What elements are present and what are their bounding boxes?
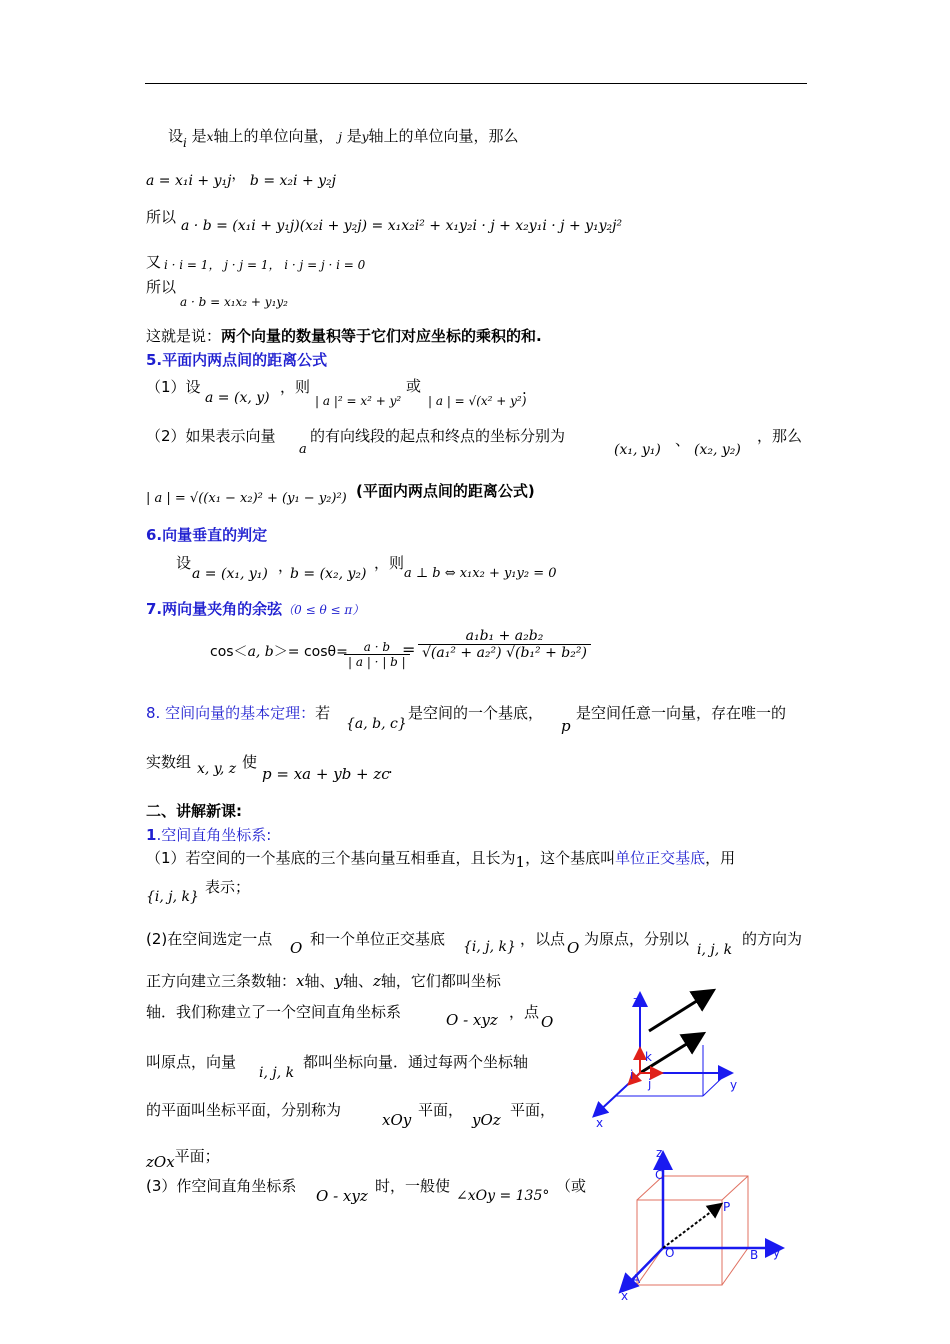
fig1-label-y: y (730, 1078, 738, 1092)
sec8-line-1a: 8. 空间向量的基本定理：若 (146, 704, 331, 722)
part2-s1-title: 1.空间直角坐标系: (146, 826, 272, 844)
sec6-eq-b: b = (x₂, y₂) (290, 566, 367, 582)
sec5-vec-a: a (299, 442, 307, 457)
part2-p2-O2: O (567, 939, 580, 957)
part2-p1: （1）若空间的一个基底的三个基向量互相垂直，且长为1，这个基底叫单位正交基底，用 (146, 849, 736, 871)
sec5-or: 或 (406, 377, 422, 395)
part2-p2e: 的方向为 (742, 930, 803, 948)
part2-p8-angle: ∠xOy = 135° (456, 1188, 550, 1204)
sec8-line-2a: 实数组 (146, 753, 192, 771)
sec7-frac-2: $\frac{\text{a₁b₁ + a₂b₂}}{\text{√(a₁² + a₂²) √(b₁² + b₂²)}}$ (418, 628, 591, 661)
sec5-title: 5.平面内两点间的距离公式 (146, 351, 328, 369)
intro-line-1: 设$_i$ 是x轴上的单位向量， j 是y轴上的单位向量，那么 (168, 127, 519, 150)
fig2-label-P: P (723, 1200, 731, 1214)
sec5-distance-note: (平面内两点间的距离公式) (356, 482, 535, 500)
part2-p4-O: O (541, 1013, 554, 1031)
sec8-p: p (561, 717, 571, 735)
part2-p2b: 和一个单位正交基底 (310, 930, 446, 948)
sec7-cos-lhs: cos＜a, b＞= cosθ= (210, 644, 348, 660)
sec5-period: . (522, 380, 527, 398)
sec5-point-1: (x₁, y₁) (614, 442, 661, 458)
fig2-x-axis (622, 1248, 663, 1290)
sec8-period: . (388, 759, 393, 777)
part2-p6-xOy: xOy (382, 1111, 412, 1129)
part2-p6c: 平面， (510, 1101, 556, 1119)
fig2-vector-OP (663, 1205, 720, 1248)
also-label: 又 (146, 253, 162, 271)
sec8-xyz: x, y, z (197, 761, 237, 777)
part2-p7: zOx平面； (146, 1147, 220, 1171)
fig2-label-O: O (665, 1246, 675, 1260)
fig1-label-x: x (596, 1116, 604, 1130)
sec5-distance-eq: | a | = √((x₁ − x₂)² + (y₁ − y₂)²) (146, 491, 347, 506)
sec6-set: 设 (176, 554, 192, 572)
header-rule (145, 83, 807, 84)
sec6-eq-a: a = (x₁, y₁) (192, 566, 268, 582)
sec5-line-2a: （2）如果表示向量 (146, 427, 276, 445)
part2-p2c: ，以点 (520, 930, 566, 948)
eq-ab-expansion: a · b = (x₁i + y₁j)(x₂i + y₂j) = x₁x₂i² + x₁y₂i · j + x₂y₁i · j + y₁y₂j² (181, 218, 623, 234)
part2-p3: 正方向建立三条数轴：x轴、y轴、z轴，它们都叫坐标 (146, 972, 501, 990)
part2-p5-ijk: i, j, k (259, 1065, 295, 1081)
part2-p5a: 叫原点，向量 (146, 1053, 237, 1071)
sec5-comma: 、 (675, 431, 691, 449)
eq-a-b: a = x₁i + y₁j， b = x₂i + y₂j (146, 167, 336, 189)
sec7-title-line: 7.两向量夹角的余弦（0 ≤ θ ≤ π） (146, 600, 365, 618)
fig1-label-z: z (633, 994, 640, 1008)
fig2-label-x: x (621, 1289, 629, 1303)
sec6-sep: ， (278, 557, 294, 575)
eq-dot-result: a · b = x₁x₂ + y₁y₂ (180, 295, 288, 309)
part2-p2-O: O (290, 939, 303, 957)
sec5-line-2b: 的有向线段的起点和终点的坐标分别为 (310, 427, 566, 445)
part2-p8a: (3）作空间直角坐标系 (146, 1177, 297, 1195)
part2-p1-end: 表示； (205, 878, 251, 896)
part2-p2a: (2)在空间选定一点 (146, 930, 273, 948)
sec7-frac-1: $\frac{a \cdot b}{| a | \cdot | b |}$ (344, 640, 410, 669)
part2-p4b: ，点 (509, 1003, 540, 1021)
sec7-eq-sign: = (402, 640, 416, 659)
part2-p8b: 时，一般使 (375, 1177, 451, 1195)
fig1-vector-translated (649, 992, 711, 1031)
part2-p2d: 为原点，分别以 (584, 930, 690, 948)
fig2-cube (637, 1176, 748, 1285)
so-label-1: 所以 (146, 208, 177, 226)
so-label-2: 所以 (146, 278, 177, 296)
sec5-then: ，则 (280, 378, 311, 396)
figure-unit-vectors (585, 985, 765, 1130)
part2-p2-ijk: i, j, k (697, 942, 733, 958)
fig2-label-A: A (632, 1272, 641, 1286)
fig2-label-z: z (656, 1146, 663, 1160)
sec6-eq-perp: a ⊥ b ⇔ x₁x₂ + y₁y₂ = 0 (404, 566, 557, 581)
part2-p8-sys: O - xyz (316, 1187, 368, 1205)
eq-ii: i · i = 1， j · j = 1， i · j = j · i = 0 (164, 258, 366, 272)
fig1-label-k: k (645, 1050, 652, 1064)
sec8-line-2b: 使 (242, 753, 258, 771)
sec8-eq-p: p = xa + yb + zc (262, 765, 390, 783)
sec6-title: 6.向量垂直的判定 (146, 526, 268, 544)
fig1-label-i: i (630, 1068, 634, 1082)
sec8-line-1c: 是空间任意一向量，存在唯一的 (576, 704, 787, 722)
fig1-label-j: j (648, 1077, 652, 1091)
part2-p5b: 都叫坐标向量．通过每两个坐标轴 (303, 1053, 529, 1071)
sec5-eq-mod: | a | = √(x² + y²) (428, 394, 527, 408)
sec6-then: ，则 (374, 554, 405, 572)
sec5-eq-a: a = (x, y) (205, 390, 270, 406)
sec5-point-2: (x₂, y₂) (694, 442, 741, 458)
sec5-line-1: （1）设 (146, 378, 201, 396)
fig2-label-y: y (773, 1246, 781, 1260)
figure-cube (610, 1145, 790, 1305)
part2-p6-yOz: yOz (472, 1111, 501, 1129)
fig2-label-B: B (750, 1248, 759, 1262)
part2-p8c: （或 (556, 1177, 587, 1195)
part2-p6a: 的平面叫坐标平面，分别称为 (146, 1101, 342, 1119)
summary: 这就是说：两个向量的数量积等于它们对应坐标的乘积的和. (146, 327, 542, 345)
sec5-then-2: ，那么 (757, 427, 803, 445)
part2-title: 二、讲解新课: (146, 802, 242, 820)
part2-p6b: 平面， (418, 1101, 464, 1119)
fig2-label-C: C (655, 1168, 664, 1182)
part2-p1-set: {i, j, k} (146, 889, 199, 905)
sec5-eq-mod2: | a |² = x² + y² (315, 394, 402, 408)
sec8-basis: {a, b, c} (346, 716, 407, 732)
part2-p2-set: {i, j, k} (463, 939, 516, 955)
part2-p4-sys: O - xyz (446, 1011, 498, 1029)
sec8-line-1b: 是空间的一个基底， (408, 704, 544, 722)
part2-p4a: 轴．我们称建立了一个空间直角坐标系 (146, 1003, 402, 1021)
